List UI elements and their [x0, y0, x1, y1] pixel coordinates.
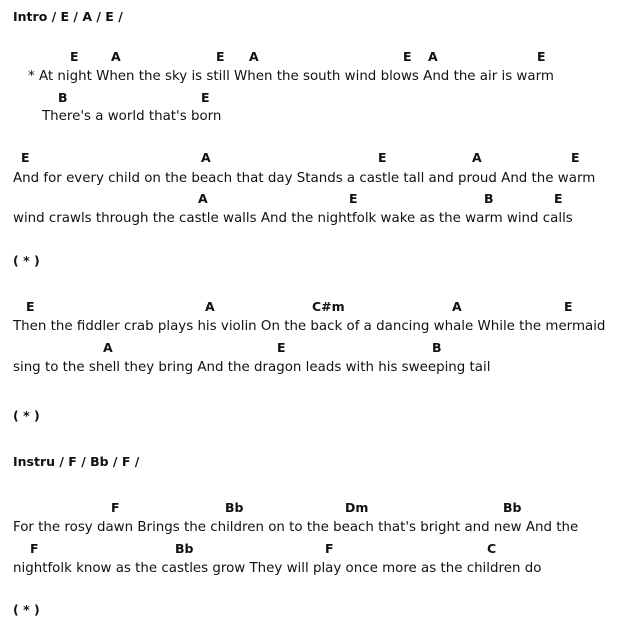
chorus-reference: ( * ): [13, 602, 40, 617]
lyric-line: * At night When the sky is still When the south wind blows And the air is warm: [28, 69, 554, 84]
chord: B: [484, 191, 494, 206]
chord: A: [472, 150, 482, 165]
chord: E: [554, 191, 563, 206]
lyric-line: Then the fiddler crab plays his violin On the back of a dancing whale While the mermaid: [13, 319, 606, 334]
chorus-reference: ( * ): [13, 408, 40, 423]
chord: E: [70, 49, 79, 64]
chorus-reference: ( * ): [13, 253, 40, 268]
chord: C#m: [312, 299, 345, 314]
chord: Dm: [345, 500, 369, 515]
chord: E: [378, 150, 387, 165]
chord: E: [349, 191, 358, 206]
instrumental-line: Instru / F / Bb / F /: [13, 454, 140, 469]
chord: E: [21, 150, 30, 165]
chord: E: [277, 340, 286, 355]
chord: A: [111, 49, 121, 64]
lyric-line: For the rosy dawn Brings the children on to the beach that's bright and new And the: [13, 520, 579, 535]
chord: B: [432, 340, 442, 355]
chord: A: [205, 299, 215, 314]
chord: A: [201, 150, 211, 165]
chord: C: [487, 541, 497, 556]
lyric-line: wind crawls through the castle walls And the nightfolk wake as the warm wind calls: [13, 211, 573, 226]
chord: E: [201, 90, 210, 105]
lyric-line: nightfolk know as the castles grow They will play once more as the children do: [13, 561, 542, 576]
chord: E: [537, 49, 546, 64]
chord: F: [30, 541, 39, 556]
chord: Bb: [175, 541, 194, 556]
chord: E: [403, 49, 412, 64]
chord: A: [428, 49, 438, 64]
lyric-line: sing to the shell they bring And the dragon leads with his sweeping tail: [13, 360, 491, 375]
chord: B: [58, 90, 68, 105]
chord: E: [564, 299, 573, 314]
lyric-line: There's a world that's born: [42, 109, 222, 124]
chord: F: [111, 500, 120, 515]
chord: E: [571, 150, 580, 165]
chord: A: [452, 299, 462, 314]
chord: E: [216, 49, 225, 64]
intro-line: Intro / E / A / E /: [13, 9, 123, 24]
chord: E: [26, 299, 35, 314]
chord: F: [325, 541, 334, 556]
chord: Bb: [503, 500, 522, 515]
chord: Bb: [225, 500, 244, 515]
lyric-line: And for every child on the beach that day Stands a castle tall and proud And the warm: [13, 171, 596, 186]
chord: A: [103, 340, 113, 355]
chord: A: [198, 191, 208, 206]
chord: A: [249, 49, 259, 64]
